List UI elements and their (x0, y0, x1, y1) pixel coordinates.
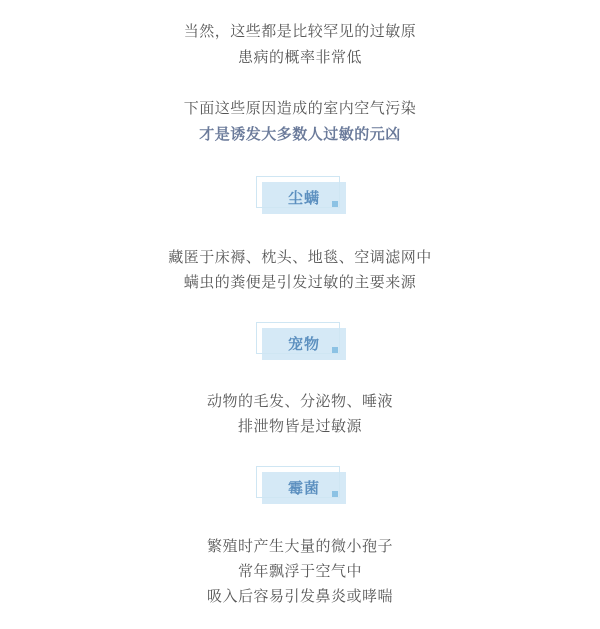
heading-label: 霉菌 (287, 479, 320, 497)
dust-mites-line-1: 藏匿于床褥、枕头、地毯、空调滤网中 (168, 248, 432, 266)
pets-line-1: 动物的毛发、分泌物、唾液 (206, 392, 393, 410)
heading-label: 尘螨 (287, 189, 320, 207)
heading-label: 宠物 (287, 335, 320, 353)
intro-line-4-emphasis: 才是诱发大多数人过敏的元凶 (199, 125, 401, 143)
intro-line-1: 当然，这些都是比较罕见的过敏原 (183, 22, 417, 40)
dust-mites-line-2: 螨虫的粪便是引发过敏的主要来源 (183, 273, 417, 291)
mold-line-3: 吸入后容易引发鼻炎或哮喘 (206, 587, 393, 605)
section-heading-mold (256, 466, 340, 498)
mold-line-2: 常年飘浮于空气中 (237, 562, 362, 580)
intro-line-2: 患病的概率非常低 (237, 48, 362, 66)
section-heading-pets (256, 322, 340, 354)
section-heading-dust-mites (256, 176, 340, 208)
intro-line-3: 下面这些原因造成的室内空气污染 (183, 99, 417, 117)
mold-line-1: 繁殖时产生大量的微小孢子 (206, 537, 393, 555)
pets-line-2: 排泄物皆是过敏源 (237, 417, 362, 435)
